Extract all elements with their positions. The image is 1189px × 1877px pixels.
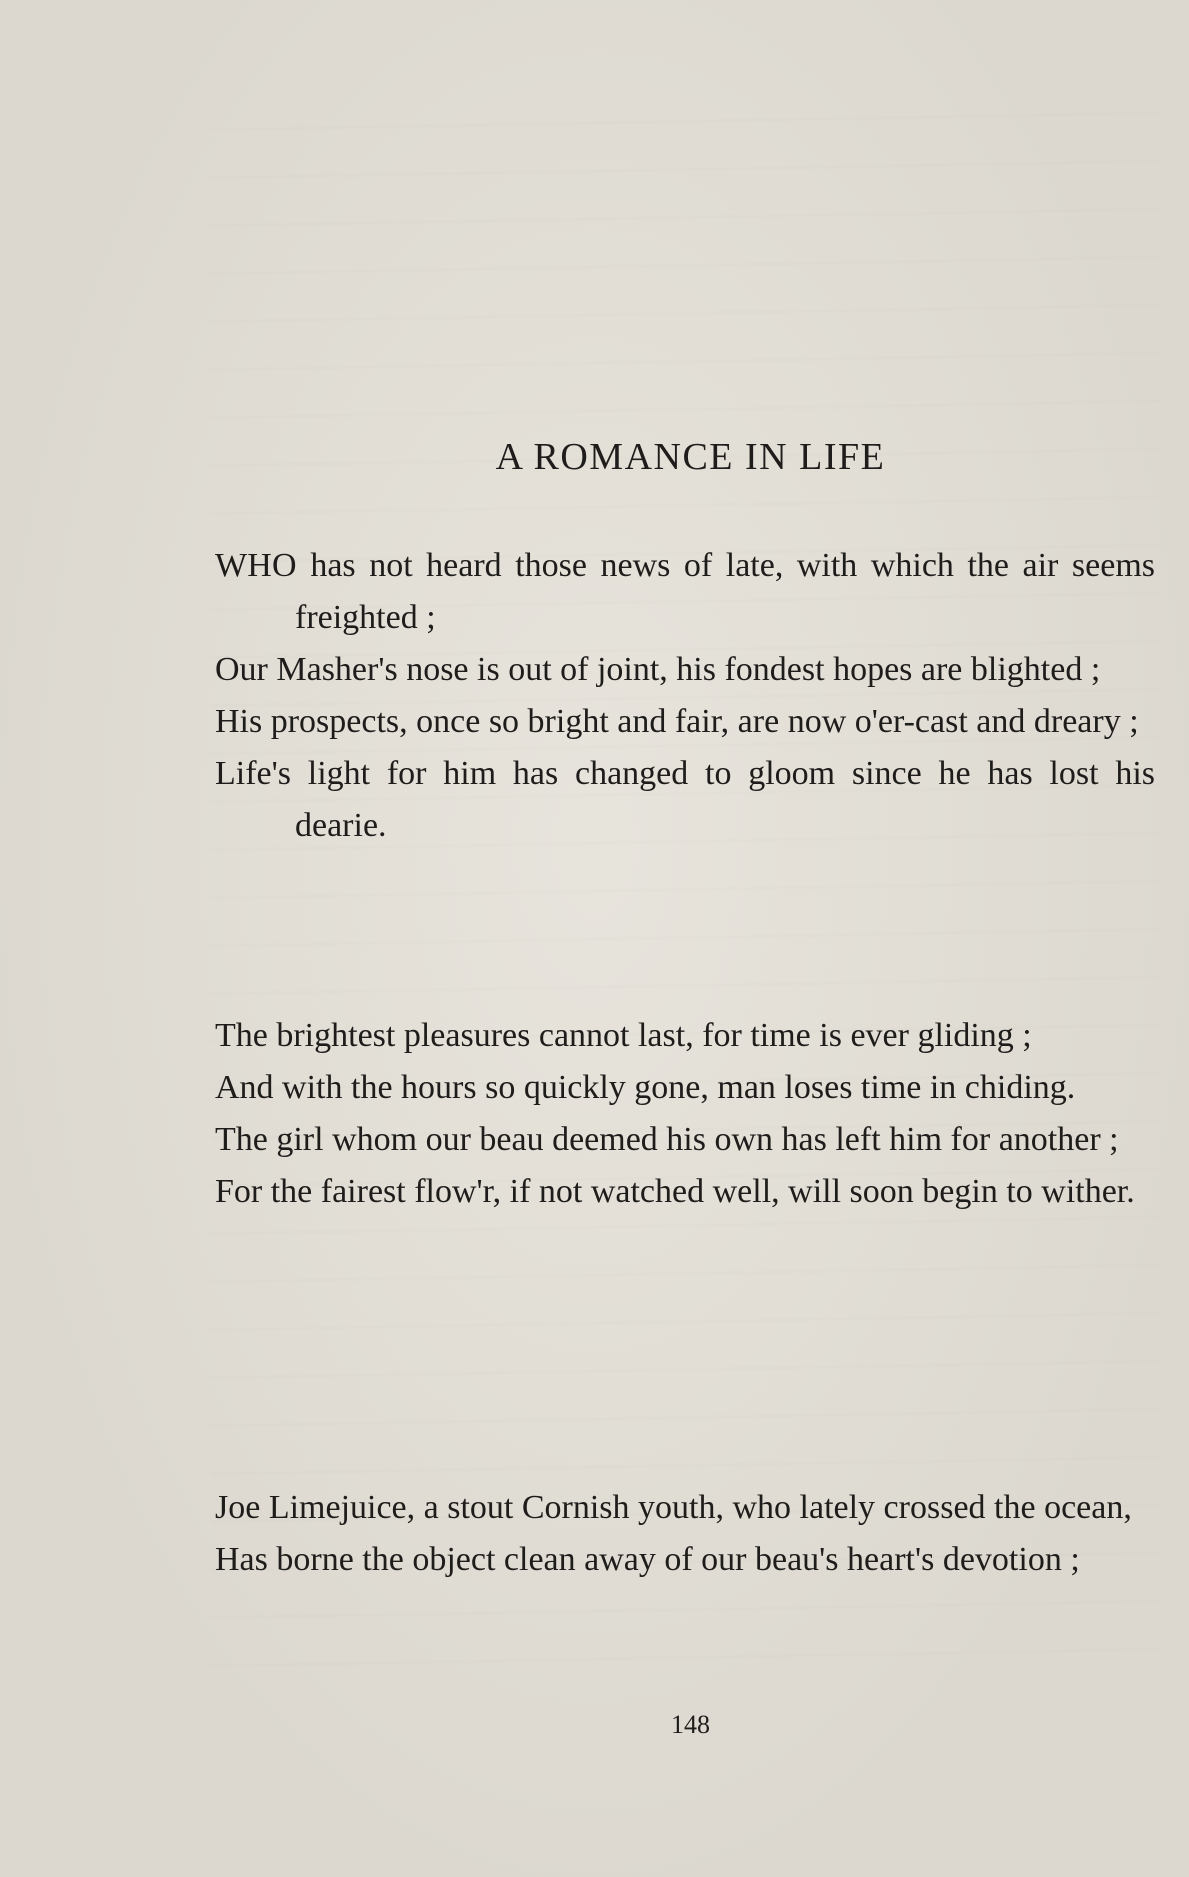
poem-line-text: His prospects, once so bright and fair, are now o'er-cast and dreary ; (215, 703, 1139, 740)
poem-line-8 (215, 1166, 1155, 1218)
poem-line-4 (215, 748, 1155, 852)
show-through-text (210, 95, 1160, 1695)
poem-line-text: Has borne the object clean away of our beau's heart's devotion ; (215, 1541, 1080, 1578)
poem-line-10 (215, 1534, 1155, 1586)
poem-line-1 (215, 540, 1155, 644)
small-caps-lead-word: WHO (215, 547, 297, 584)
stanza-1 (215, 540, 1155, 852)
poem-line-9 (215, 1482, 1155, 1534)
poem-line-7 (215, 1114, 1155, 1166)
poem-title: A ROMANCE IN LIFE (495, 436, 886, 478)
poem-line-2 (215, 644, 1155, 696)
poem-line-text: For the fairest flow'r, if not watched well, will soon begin to wither. (215, 1173, 1135, 1210)
poem-line-5 (215, 1010, 1155, 1062)
poem-line-text: The girl whom our beau deemed his own has left him for another ; (215, 1121, 1119, 1158)
poem-line-text: has not heard those news of late, with which the air seems freighted ; (295, 547, 1155, 636)
poem-line-text: Joe Limejuice, a stout Cornish youth, who lately crossed the ocean, (215, 1489, 1132, 1526)
poem-line-text: Our Masher's nose is out of joint, his fondest hopes are blighted ; (215, 651, 1101, 688)
stanza-3 (215, 1482, 1155, 1586)
poem-line-text: And with the hours so quickly gone, man loses time in chiding. (215, 1069, 1076, 1106)
poem-line-text: The brightest pleasures cannot last, for time is ever gliding ; (215, 1017, 1032, 1054)
poem-line-6 (215, 1062, 1155, 1114)
page-number: 148 (671, 1710, 710, 1739)
poem-line-3 (215, 696, 1155, 748)
stanza-2 (215, 1010, 1155, 1218)
poem-line-text: Life's light for him has changed to gloom since he has lost his dearie. (215, 755, 1155, 844)
